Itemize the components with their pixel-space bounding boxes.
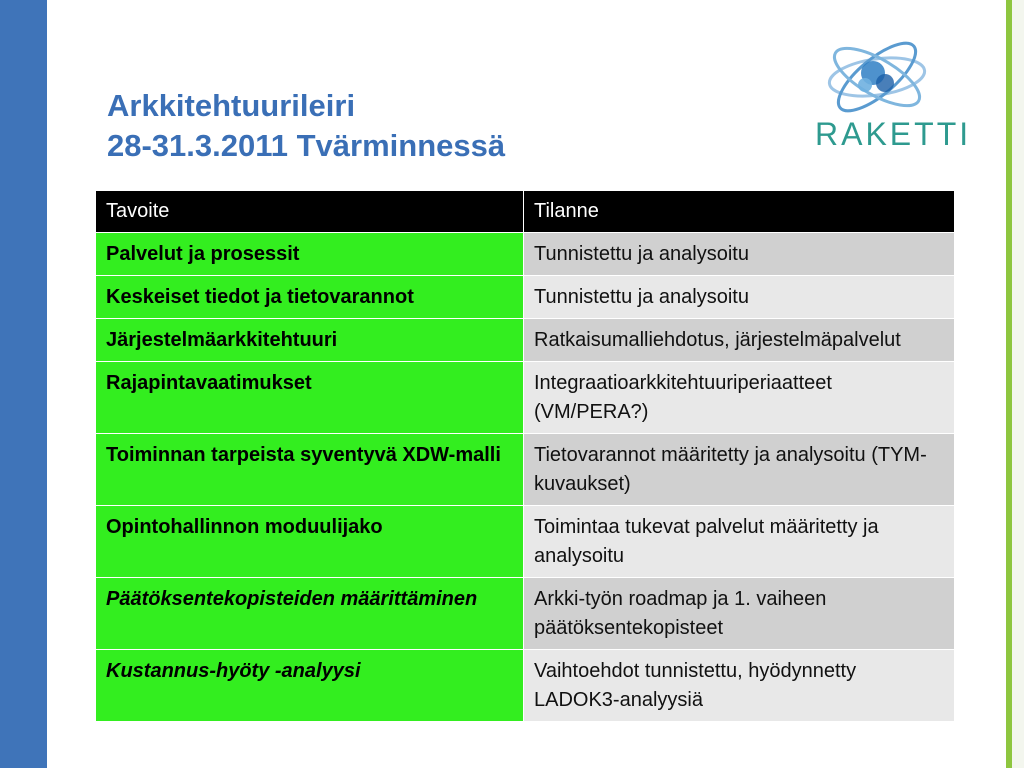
title-line-2: 28-31.3.2011 Tvärminnessä: [107, 128, 506, 163]
goal-cell: Palvelut ja prosessit: [96, 233, 524, 276]
status-cell: Tunnistettu ja analysoitu: [524, 233, 955, 276]
goal-cell: Rajapintavaatimukset: [96, 362, 524, 434]
right-edge-strip: [1012, 0, 1024, 768]
goal-cell: Päätöksentekopisteiden määrittäminen: [96, 578, 524, 650]
table-row: [96, 650, 955, 722]
table-header-row: [96, 191, 955, 233]
status-cell: Tietovarannot määritetty ja analysoitu (TYM-kuvaukset): [524, 434, 955, 506]
goal-cell: Opintohallinnon moduulijako: [96, 506, 524, 578]
table-row: [96, 506, 955, 578]
slide-title: [107, 86, 505, 166]
goal-cell: Toiminnan tarpeista syventyvä XDW-malli: [96, 434, 524, 506]
status-cell: Arkki-työn roadmap ja 1. vaiheen päätöksentekopisteet: [524, 578, 955, 650]
header-goal: Tavoite: [96, 191, 524, 233]
goal-cell: Keskeiset tiedot ja tietovarannot: [96, 276, 524, 319]
status-cell: Ratkaisumalliehdotus, järjestelmäpalvelut: [524, 319, 955, 362]
table-row: [96, 578, 955, 650]
logo-wordmark: RAKETTI: [815, 116, 972, 152]
goals-status-table: [95, 190, 955, 722]
title-line-1: Arkkitehtuurileiri: [107, 88, 356, 123]
goal-cell: Kustannus-hyöty -analyysi: [96, 650, 524, 722]
status-cell: Toimintaa tukevat palvelut määritetty ja analysoitu: [524, 506, 955, 578]
table-row: [96, 319, 955, 362]
status-cell: Integraatioarkkitehtuuriperiaatteet (VM/PERA?): [524, 362, 955, 434]
status-cell: Tunnistettu ja analysoitu: [524, 276, 955, 319]
table-row: [96, 434, 955, 506]
table-row: [96, 276, 955, 319]
table-row: [96, 362, 955, 434]
header-status: Tilanne: [524, 191, 955, 233]
status-cell: Vaihtoehdot tunnistettu, hyödynnetty LADOK3-analyysiä: [524, 650, 955, 722]
table-row: [96, 233, 955, 276]
goal-cell: Järjestelmäarkkitehtuuri: [96, 319, 524, 362]
left-accent-bar: [0, 0, 47, 768]
